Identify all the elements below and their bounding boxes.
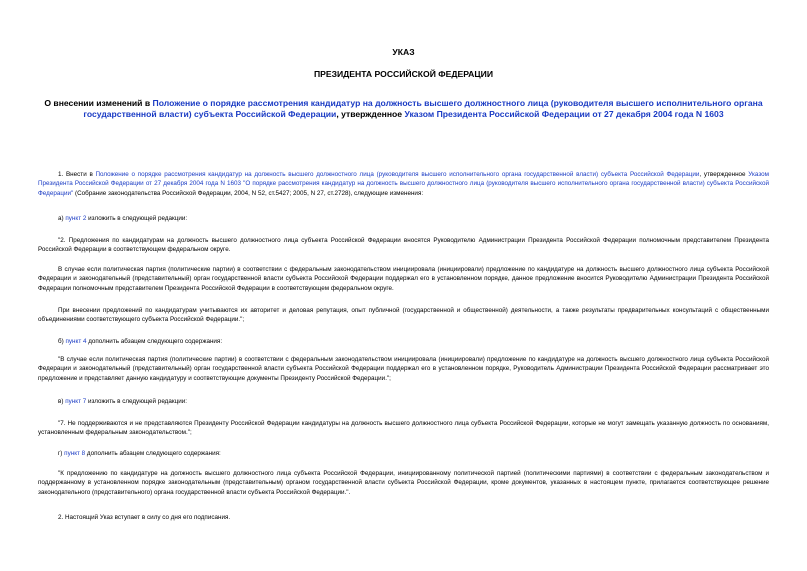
decree-link[interactable]: Указом Президента Российской Федерации от 27 декабря 2004 года N 1603 "О порядке рассмотрения кандидатур на должность высшего должностного лица (руководителя высшего исполнительного органа государственной власти) субъекта Российской Федерации" (38, 171, 769, 197)
item-text: а) (58, 215, 66, 222)
paragraph-text: (Собрание законодательства Российской Федерации, 2004, N 52, ст.5427; 2005, N 27, ст.2728), следующие изменения: (73, 189, 424, 197)
decree-subtitle (38, 98, 769, 119)
regulation-link[interactable]: Положение о порядке рассмотрения кандидатур на должность высшего должностного лица (руководителя высшего исполнительного органа государственной власти) субъекта Российской Федерации (95, 171, 700, 178)
clause-2-link[interactable]: пункт 2 (65, 215, 87, 222)
decree-link[interactable]: Указом Президента Российской Федерации от 27 декабря 2004 года N 1603 (404, 108, 724, 119)
quote-clause-8: "К предложению по кандидатуре на должность высшего должностного лица субъекта Российской Федерации, инициированному политической партией (политическими партиями) в соответствии с федеральным законодательством и поддержанному в установленном порядке законодательным (представительным) органом государственной власти субъекта Российской Федерации, кроме документов, указанных в настоящем пункте, прилагается соответствующее решение законодательного (представительного) органа государственной власти субъекта Российской Федерации.". (38, 470, 769, 496)
clause-8-link[interactable]: пункт 8 (64, 450, 86, 457)
quote-clause-2: "2. Предложения по кандидатурам на должность высшего должностного лица субъекта Российской Федерации вносятся Руководителю Администрации Президента Российской Федерации полномочным представителем Президента Российской Федерации в соответствующем федеральном округе. (38, 237, 769, 254)
subtitle-text: , утвержденное (336, 108, 405, 119)
paragraph-1 (38, 170, 769, 198)
item-text: г) (58, 450, 65, 457)
quote-clause-7: "7. Не поддерживаются и не представляются Президенту Российской Федерации кандидатуры на должность высшего должностного лица субъекта Российской Федерации, которые не могут замещать указанную должность по основаниям, установленным федеральным законодательством."; (38, 420, 769, 437)
quote-clause-2-para-2: В случае если политическая партия (политические партии) в соответствии с федеральным законодательством инициировала (инициировали) предложение по кандидатуре на должность высшего должностного лица субъекта Российской Федерации и законодательный (представительный) орган государственной власти субъекта Российской Федерации поддержал его в установленном порядке, данное предложение вносится Руководителю Администрации Президента Российской Федерации полномочным представителем Президента Российской Федерации в соответствующем федеральном округе. (38, 266, 769, 292)
item-v (38, 397, 769, 406)
paragraph-text: , утвержденное (699, 171, 749, 178)
paragraph-text: 1. Внести в (58, 171, 96, 178)
item-b (38, 337, 769, 346)
item-g (38, 449, 769, 458)
decree-issuer: ПРЕЗИДЕНТА РОССИЙСКОЙ ФЕДЕРАЦИИ (313, 69, 494, 79)
decree-title: УКАЗ (392, 47, 415, 57)
item-text: б) (58, 338, 66, 345)
clause-4-link[interactable]: пункт 4 (65, 338, 87, 345)
item-text: в) (58, 398, 66, 405)
item-a (38, 214, 769, 223)
quote-clause-2-para-3: При внесении предложений по кандидатурам учитываются их авторитет и деловая репутация, опыт публичной (государственной и общественной) деятельности, а также результаты предварительных консультаций с общественными объединениями соответствующего субъекта Российской Федерации."; (38, 307, 769, 324)
item-text: изложить в следующей редакции: (86, 215, 188, 222)
item-text: изложить в следующей редакции: (86, 398, 187, 405)
item-text: дополнить абзацем следующего содержания: (86, 338, 223, 345)
clause-7-link[interactable]: пункт 7 (65, 398, 87, 405)
quote-clause-4: "В случае если политическая партия (политические партии) в соответствии с федеральным законодательством инициировала (инициировали) предложение по кандидатуре на должность высшего должностного лица субъекта Российской Федерации и законодательный (представительный) орган государственной власти субъекта Российской Федерации поддержал его в установленном порядке, Руководитель Администрации Президента Российской Федерации рассматривает это предложение и представляет данную кандидатуру и соответствующие документы Президенту Российской Федерации."; (38, 356, 769, 382)
subtitle-text: О внесении изменений в (44, 98, 153, 108)
regulation-link[interactable]: Положение о порядке рассмотрения кандидатур на должность высшего должностного лица (руководителя высшего исполнительного органа государственной власти) субъекта Российской Федерации (83, 98, 763, 119)
paragraph-2: 2. Настоящий Указ вступает в силу со дня его подписания. (58, 514, 231, 521)
item-text: дополнить абзацем следующего содержания: (85, 450, 221, 457)
